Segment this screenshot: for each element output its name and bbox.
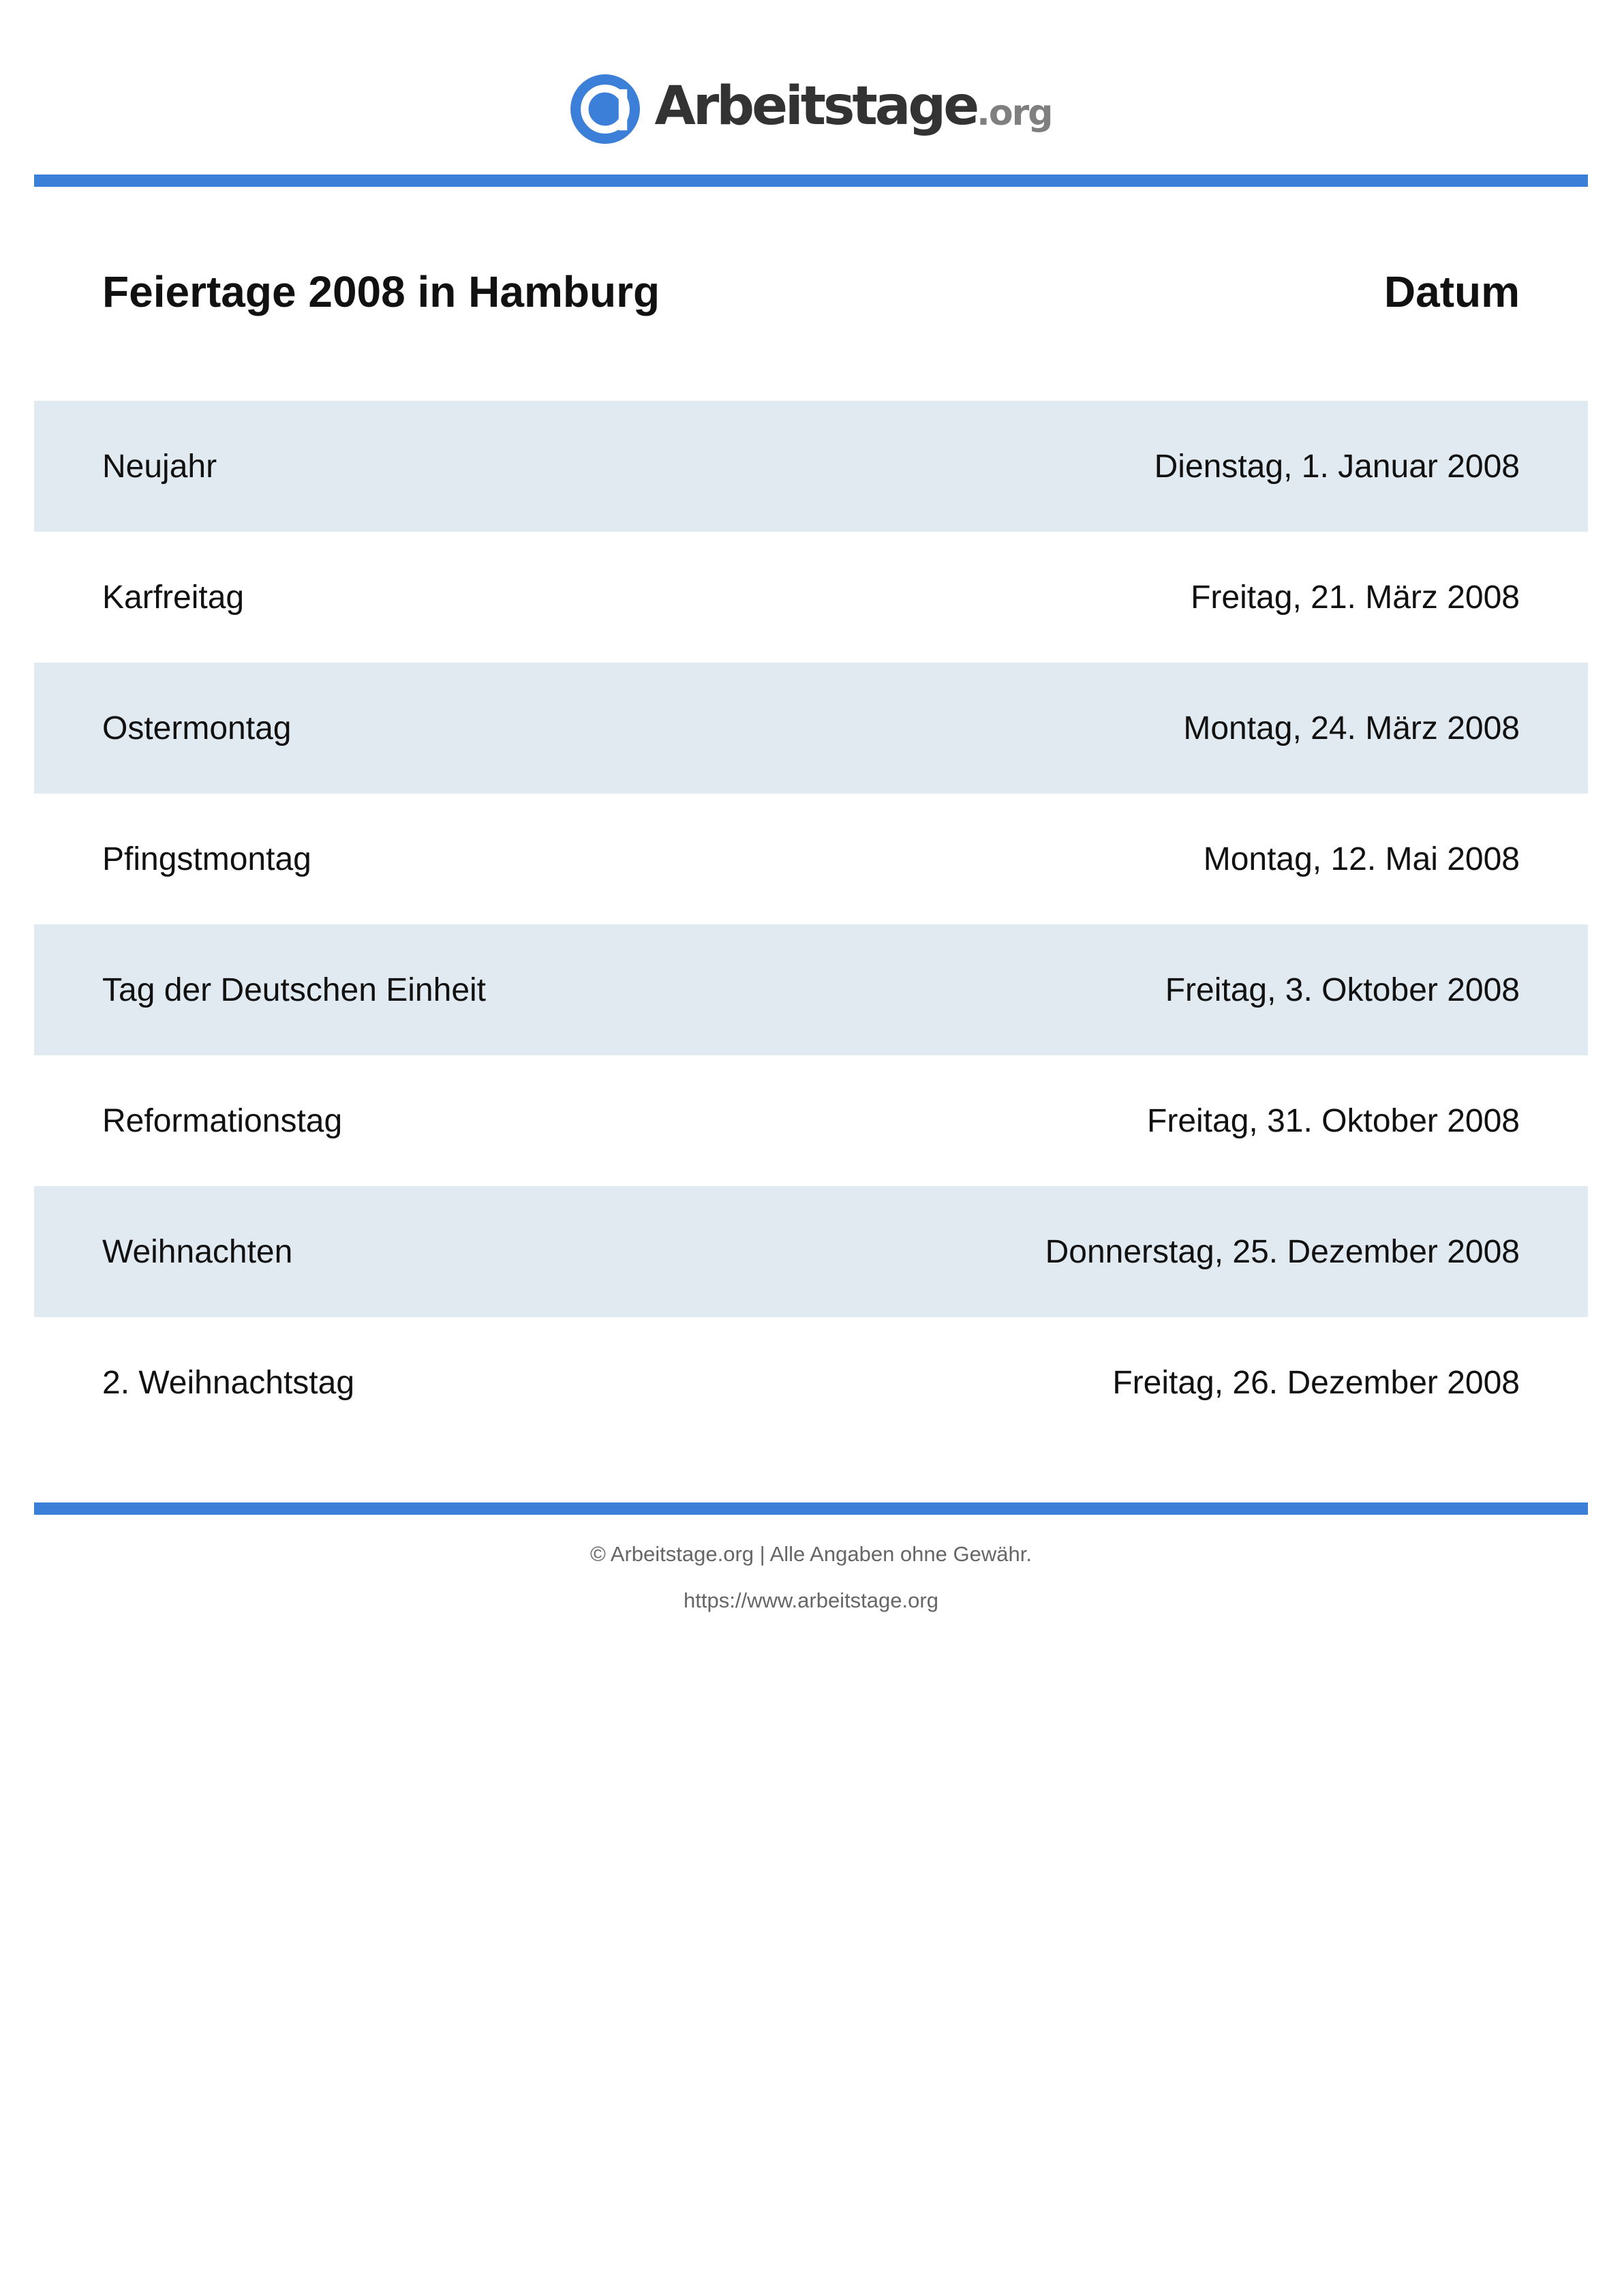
- holiday-date: Freitag, 21. März 2008: [1191, 579, 1520, 616]
- table-row: [34, 401, 1588, 532]
- table-row: [34, 1317, 1588, 1448]
- holiday-table: [34, 401, 1588, 1448]
- at-sign-icon: [570, 74, 641, 145]
- holiday-date: Freitag, 26. Dezember 2008: [1112, 1364, 1520, 1401]
- logo-tld: .org: [977, 93, 1052, 134]
- table-row: [34, 924, 1588, 1055]
- logo[interactable]: [570, 74, 1052, 145]
- table-row: [34, 663, 1588, 794]
- holiday-date: Freitag, 3. Oktober 2008: [1165, 971, 1520, 1008]
- footer-copyright: © Arbeitstage.org | Alle Angaben ohne Gewähr.: [590, 1542, 1032, 1566]
- logo-name: Arbeitstage: [654, 76, 977, 137]
- holiday-name: Pfingstmontag: [102, 841, 311, 877]
- holiday-name: Neujahr: [102, 448, 217, 485]
- holiday-date: Freitag, 31. Oktober 2008: [1147, 1102, 1520, 1139]
- holiday-name: Reformationstag: [102, 1102, 343, 1139]
- holiday-date: Montag, 12. Mai 2008: [1203, 841, 1520, 877]
- holiday-date: Donnerstag, 25. Dezember 2008: [1045, 1233, 1520, 1270]
- holiday-name: Karfreitag: [102, 579, 245, 616]
- table-row: [34, 532, 1588, 663]
- table-row: [34, 1055, 1588, 1186]
- date-column-header: Datum: [1383, 267, 1520, 316]
- table-row: [34, 1186, 1588, 1317]
- holiday-date: Montag, 24. März 2008: [1183, 710, 1520, 746]
- table-header: [34, 251, 1588, 333]
- holiday-name: Ostermontag: [102, 710, 292, 746]
- table-title: Feiertage 2008 in Hamburg: [102, 267, 660, 316]
- header-divider: [34, 175, 1588, 187]
- holiday-name: 2. Weihnachtstag: [102, 1364, 355, 1401]
- footer-url[interactable]: https://www.arbeitstage.org: [684, 1588, 938, 1612]
- holiday-name: Tag der Deutschen Einheit: [102, 971, 487, 1008]
- table-row: [34, 794, 1588, 924]
- page-header: [0, 68, 1622, 150]
- holiday-name: Weihnachten: [102, 1233, 293, 1270]
- footer-divider: [34, 1502, 1588, 1515]
- holiday-date: Dienstag, 1. Januar 2008: [1154, 448, 1520, 485]
